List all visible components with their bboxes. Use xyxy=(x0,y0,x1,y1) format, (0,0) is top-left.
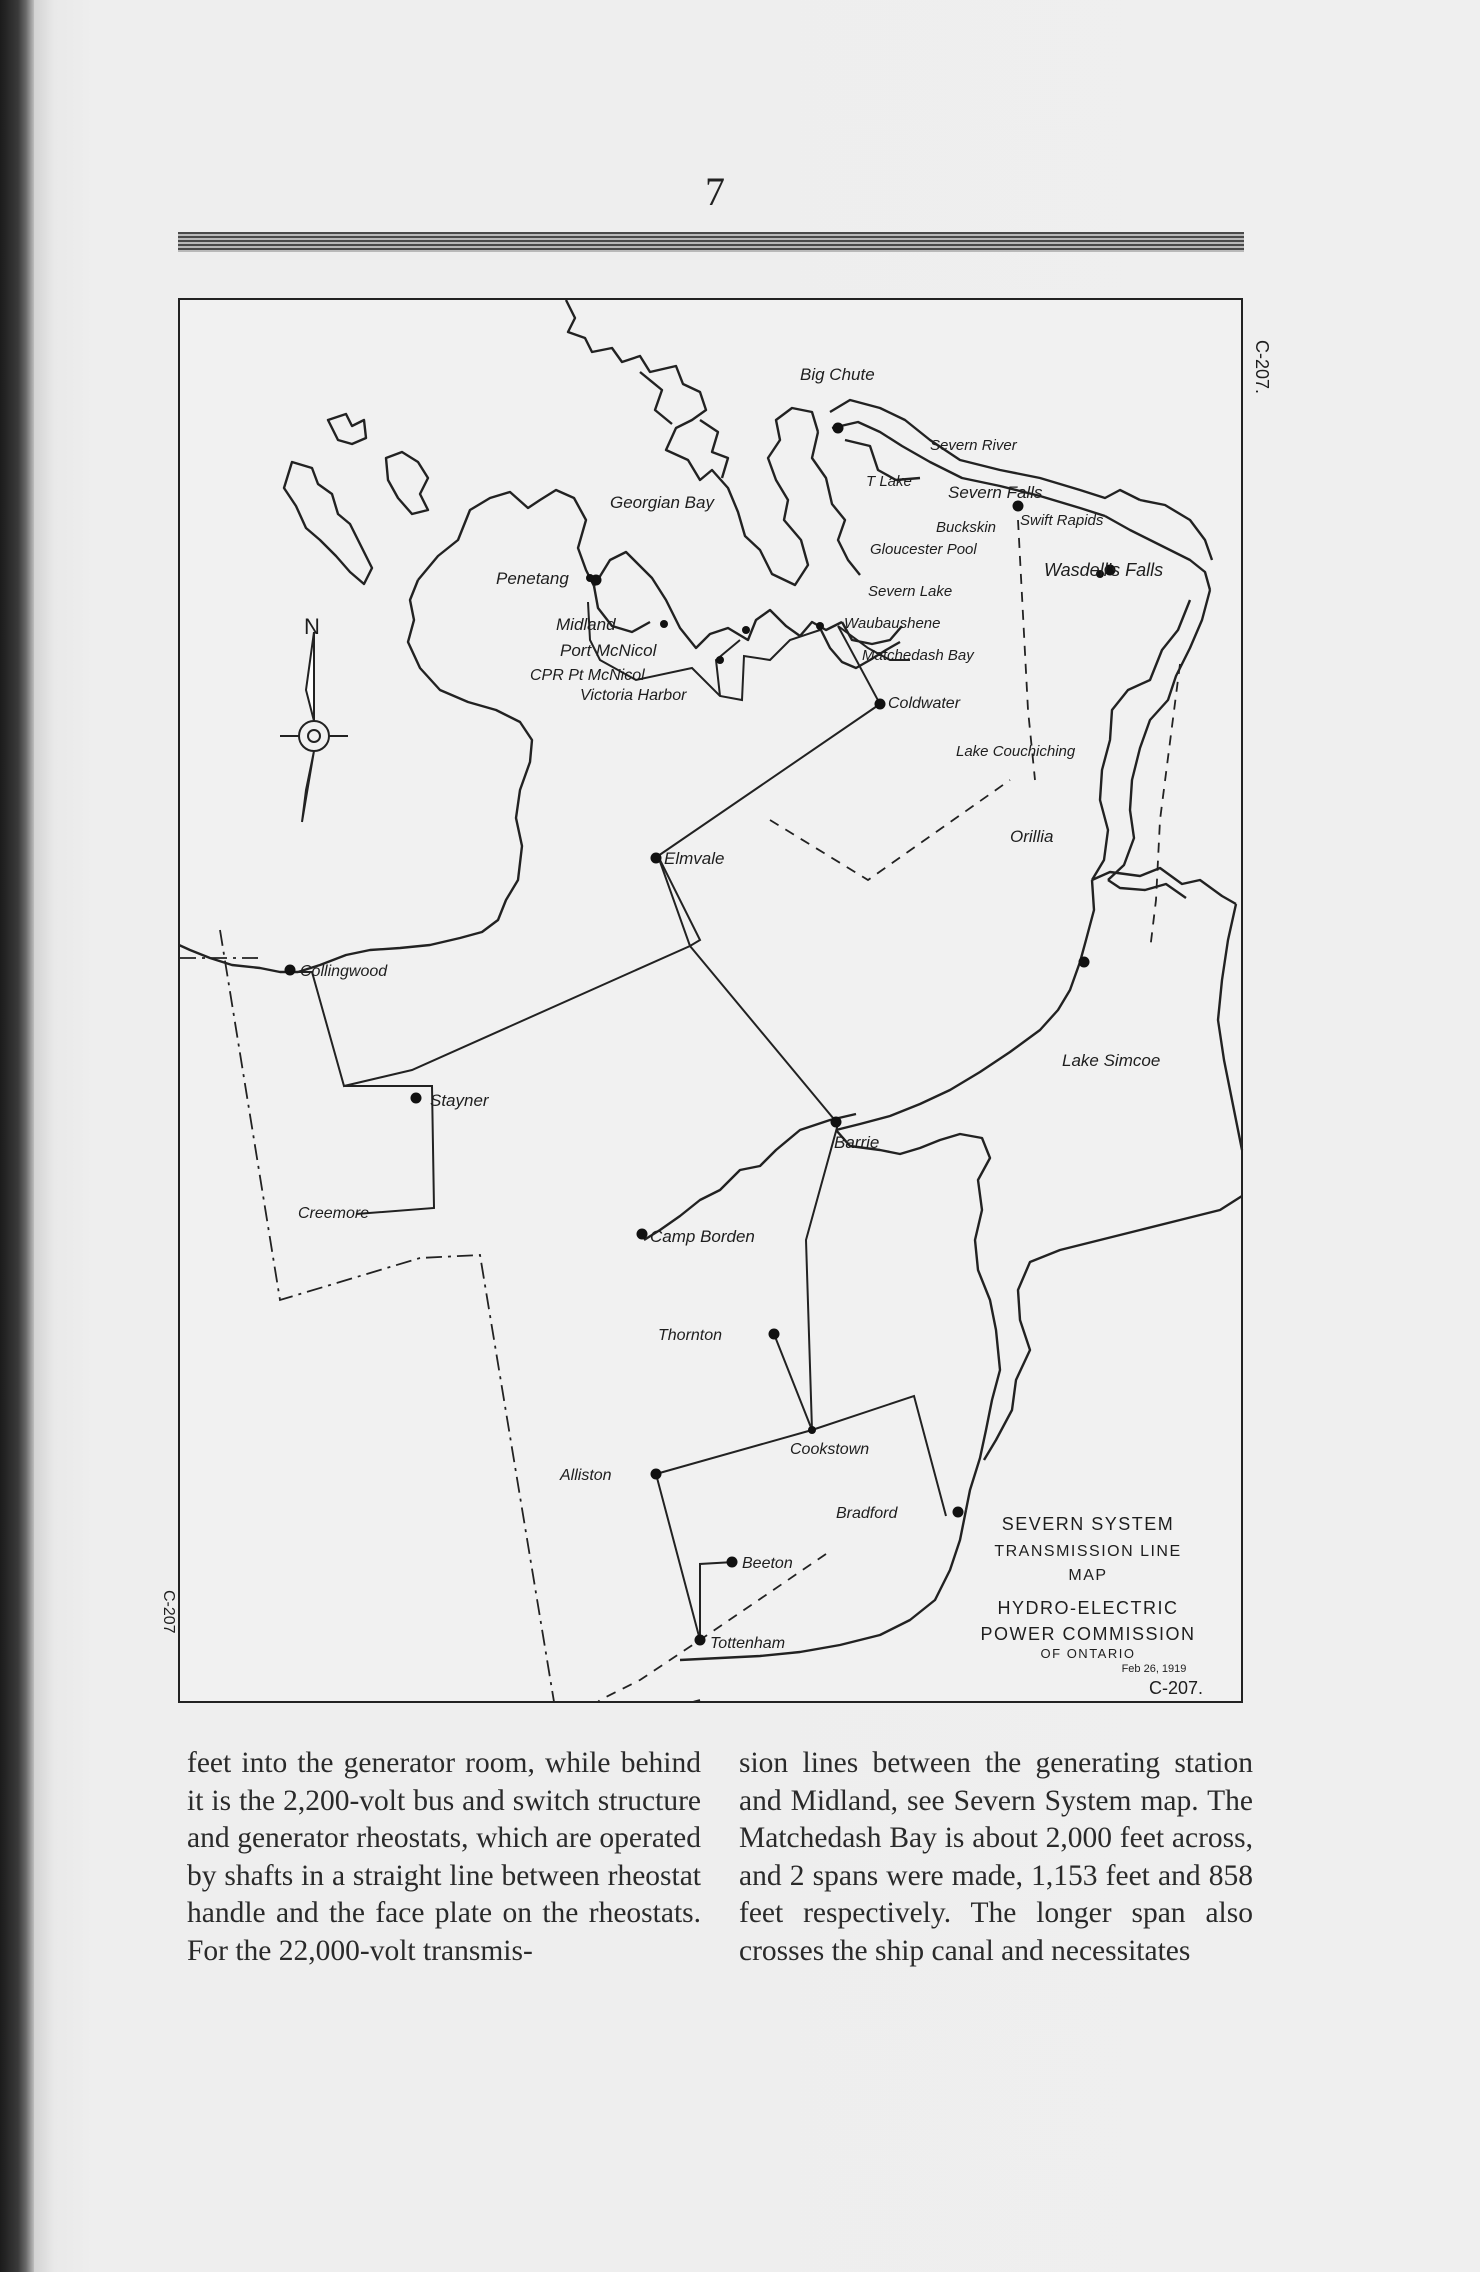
label-creemore: Creemore xyxy=(298,1205,370,1222)
label-collingwood: Collingwood xyxy=(300,963,388,980)
compass-rose xyxy=(280,614,348,822)
label-swift-rapids: Swift Rapids xyxy=(1020,512,1104,529)
label-victoria-harbor: Victoria Harbor xyxy=(580,687,687,704)
label-camp-borden: Camp Borden xyxy=(650,1227,755,1246)
label-big-chute: Big Chute xyxy=(800,365,875,384)
label-port-mcnicol: Port McNicol xyxy=(560,641,657,660)
legend-line-2: TRANSMISSION LINE xyxy=(994,1543,1182,1560)
label-stayner: Stayner xyxy=(430,1091,489,1110)
label-cpr-pt-mcnicol: CPR Pt McNicol xyxy=(530,667,645,684)
label-wasdells-falls: Wasdell's Falls xyxy=(1044,560,1164,580)
label-thornton: Thornton xyxy=(658,1327,723,1344)
label-matchedash-bay: Matchedash Bay xyxy=(862,647,974,664)
legend-line-1: SEVERN SYSTEM xyxy=(1001,1514,1175,1534)
legend-line-6: OF ONTARIO xyxy=(1040,1646,1136,1661)
transmission-lines xyxy=(292,602,946,1640)
label-severn-lake: Severn Lake xyxy=(868,583,953,600)
label-penetang: Penetang xyxy=(496,569,569,588)
label-coldwater: Coldwater xyxy=(888,695,961,712)
boundary-lines xyxy=(180,930,700,1738)
legend-line-5: POWER COMMISSION xyxy=(980,1624,1196,1644)
label-gloucester-pool: Gloucester Pool xyxy=(870,541,977,558)
map-code-left: C-207 xyxy=(160,1590,177,1634)
compass-north-label: N xyxy=(304,614,320,639)
label-elmvale: Elmvale xyxy=(664,849,725,868)
label-lake-couchiching: Lake Couchiching xyxy=(956,743,1076,760)
legend-line-4: HYDRO-ELECTRIC xyxy=(997,1598,1179,1618)
label-lake-simcoe: Lake Simcoe xyxy=(1062,1051,1161,1070)
label-bradford: Bradford xyxy=(836,1505,898,1522)
label-orillia: Orillia xyxy=(1010,827,1054,846)
label-barrie: Barrie xyxy=(834,1133,880,1152)
legend-date: Feb 26, 1919 xyxy=(1121,1663,1187,1675)
label-alliston: Alliston xyxy=(560,1467,612,1484)
label-severn-river: Severn River xyxy=(930,437,1017,454)
label-beeton: Beeton xyxy=(742,1555,793,1572)
body-text-left-column: feet into the generator room, while behind it is the 2,200-volt bus and switch structure and generator rheostats, which are operated by shafts in a straight line between rheostat handle and the face plate on the rheostats. For the 22,000-volt transmis- xyxy=(187,1747,701,1967)
label-midland: Midland xyxy=(556,615,616,634)
label-t-lake: T Lake xyxy=(866,473,912,490)
label-severn-falls: Severn Falls xyxy=(948,483,1043,502)
page-number: 7 xyxy=(705,169,725,214)
legend-line-3: MAP xyxy=(1068,1567,1108,1584)
label-waubaushene: Waubaushene xyxy=(844,615,941,632)
label-georgian-bay: Georgian Bay xyxy=(610,493,714,512)
body-text-right-column: sion lines between the generating station and Midland, see Severn System map. The Matchedash Bay is about 2,000 feet across, and 2 spans were made, 1,153 feet and 858 feet respectively. The longer span also crosses the ship canal and necessitates xyxy=(739,1747,1253,1967)
legend-code: C-207. xyxy=(1148,1678,1204,1698)
map-code-vertical: C-207. xyxy=(1252,340,1272,395)
map-labels xyxy=(298,365,1163,1652)
label-buckskin: Buckskin xyxy=(936,519,997,536)
map-legend xyxy=(980,1514,1203,1698)
label-tottenham: Tottenham xyxy=(710,1635,786,1652)
label-cookstown: Cookstown xyxy=(790,1441,870,1458)
